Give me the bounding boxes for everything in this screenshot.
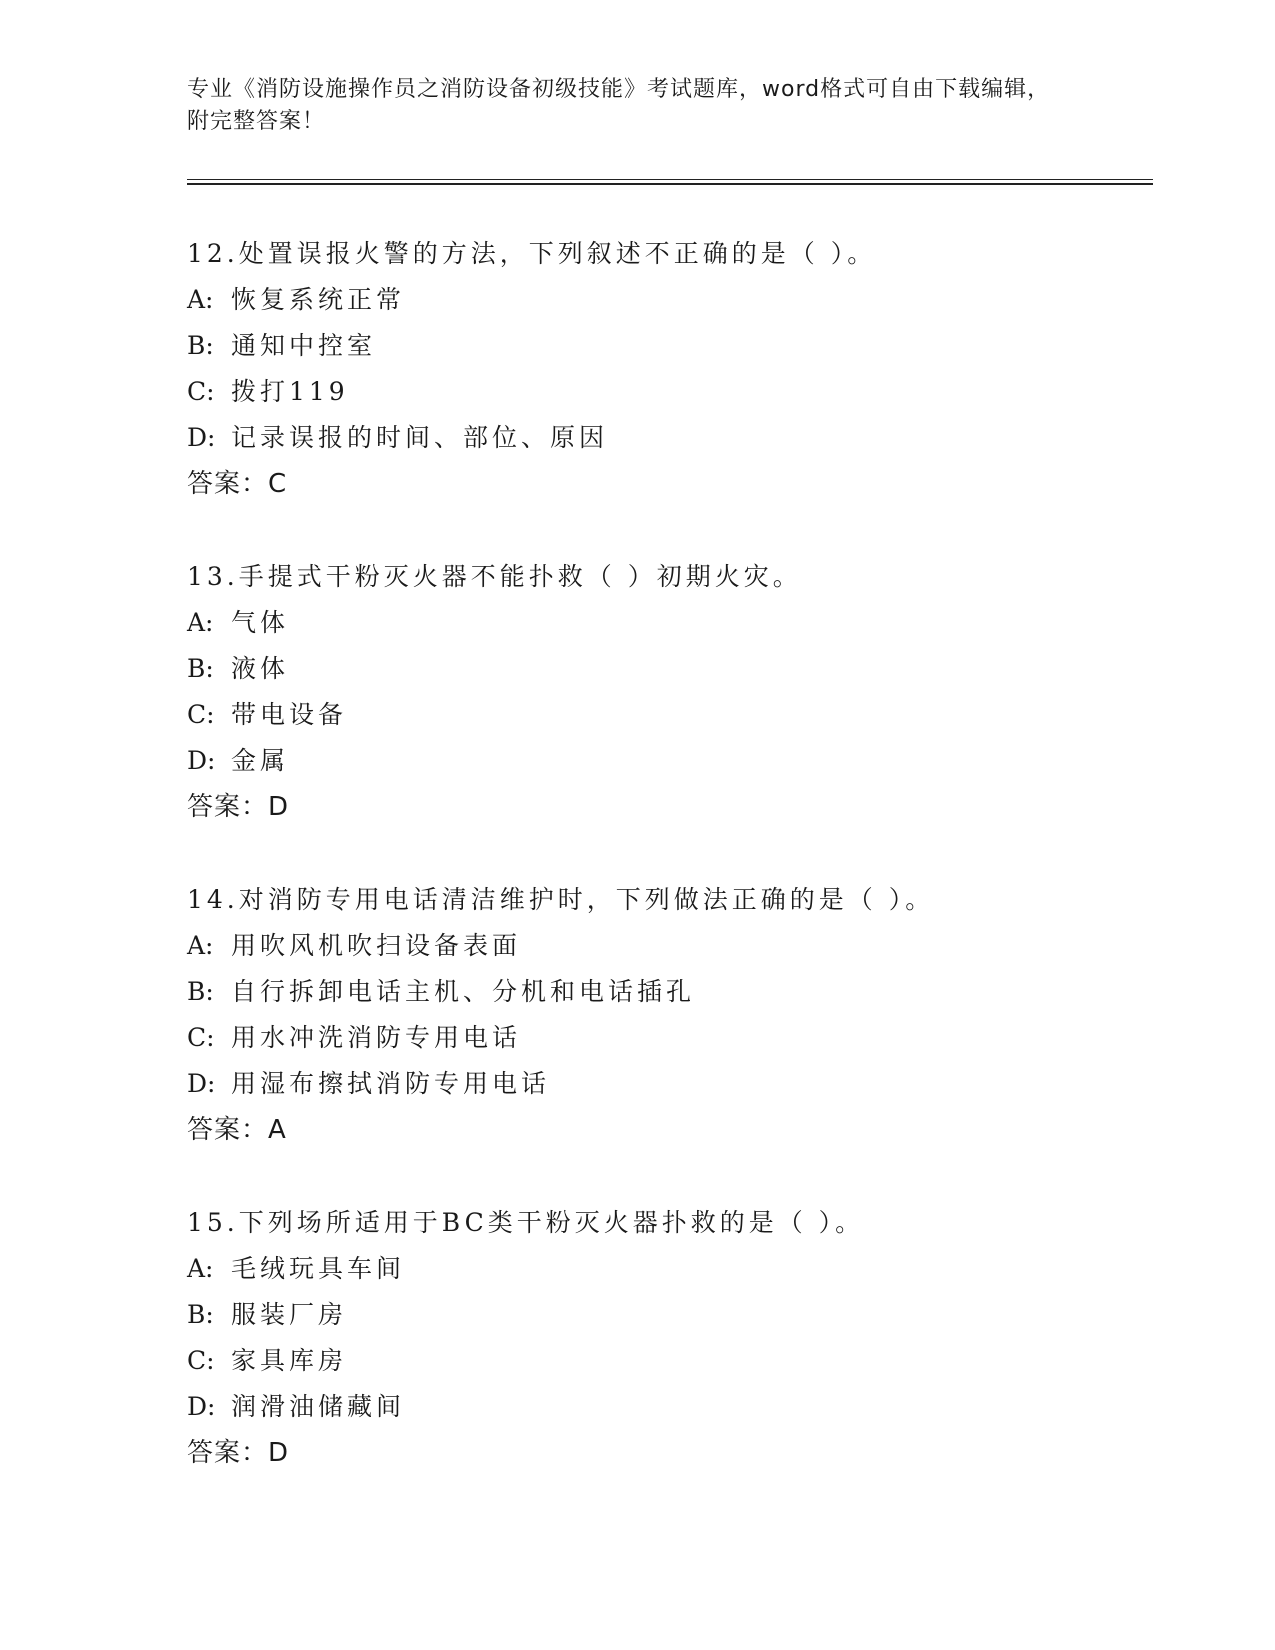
- option-text: 用湿布擦拭消防专用电话: [231, 1069, 551, 1098]
- option-d: [187, 1384, 1147, 1430]
- header-rule-thick: [187, 183, 1153, 185]
- answer: 答案：A: [187, 1115, 287, 1145]
- question-15: [187, 1200, 1147, 1476]
- option-text: 服装厂房: [231, 1300, 348, 1329]
- option-key: D:: [187, 1069, 216, 1098]
- option-key: C:: [187, 1346, 215, 1375]
- answer: 答案：D: [187, 792, 290, 822]
- option-a: [187, 1246, 1147, 1292]
- option-a: [187, 600, 1147, 646]
- option-b: [187, 1292, 1147, 1338]
- option-key: A:: [187, 285, 214, 314]
- option-text: 通知中控室: [231, 331, 377, 360]
- option-text: 用水冲洗消防专用电话: [231, 1023, 522, 1052]
- option-text: 用吹风机吹扫设备表面: [231, 931, 522, 960]
- option-c: [187, 369, 1147, 415]
- option-c: [187, 692, 1147, 738]
- question-14: [187, 877, 1147, 1153]
- question-stem: 13.手提式干粉灭火器不能扑救（ ）初期火灾。: [187, 562, 802, 591]
- option-c: [187, 1338, 1147, 1384]
- option-text: 金属: [231, 746, 290, 775]
- question-stem: 15.下列场所适用于BC类干粉灭火器扑救的是（ ）。: [187, 1208, 865, 1237]
- question-stem: 14.对消防专用电话清洁维护时，下列做法正确的是（ ）。: [187, 885, 935, 914]
- answer: 答案：D: [187, 1438, 290, 1468]
- option-a: [187, 923, 1147, 969]
- option-b: [187, 646, 1147, 692]
- option-c: [187, 1015, 1147, 1061]
- option-text: 记录误报的时间、部位、原因: [231, 423, 609, 452]
- option-text: 恢复系统正常: [231, 285, 406, 314]
- option-key: C:: [187, 377, 215, 406]
- option-key: D:: [187, 1392, 216, 1421]
- option-key: B:: [187, 1300, 214, 1329]
- option-text: 自行拆卸电话主机、分机和电话插孔: [231, 977, 696, 1006]
- question-stem: 12.处置误报火警的方法，下列叙述不正确的是（ ）。: [187, 239, 877, 268]
- option-key: A:: [187, 931, 214, 960]
- option-text: 家具库房: [231, 1346, 348, 1375]
- question-12: [187, 231, 1147, 507]
- option-text: 液体: [231, 654, 290, 683]
- option-key: C:: [187, 1023, 215, 1052]
- option-key: C:: [187, 700, 215, 729]
- option-text: 带电设备: [231, 700, 348, 729]
- document-header: 专业《消防设施操作员之消防设备初级技能》考试题库，word格式可自由下载编辑，附完整答案！: [187, 77, 1051, 134]
- option-d: [187, 415, 1147, 461]
- option-key: D:: [187, 746, 216, 775]
- option-key: D:: [187, 423, 216, 452]
- option-a: [187, 277, 1147, 323]
- option-text: 气体: [231, 608, 290, 637]
- option-d: [187, 738, 1147, 784]
- option-key: A:: [187, 608, 214, 637]
- question-13: [187, 554, 1147, 830]
- option-text: 毛绒玩具车间: [231, 1254, 406, 1283]
- option-key: B:: [187, 977, 214, 1006]
- option-key: B:: [187, 331, 214, 360]
- option-key: A:: [187, 1254, 214, 1283]
- option-text: 润滑油储藏间: [231, 1392, 406, 1421]
- answer: 答案：C: [187, 469, 288, 499]
- option-b: [187, 969, 1147, 1015]
- option-b: [187, 323, 1147, 369]
- header-rule-thin: [187, 179, 1153, 180]
- option-key: B:: [187, 654, 214, 683]
- option-d: [187, 1061, 1147, 1107]
- option-text: 拨打119: [231, 377, 349, 406]
